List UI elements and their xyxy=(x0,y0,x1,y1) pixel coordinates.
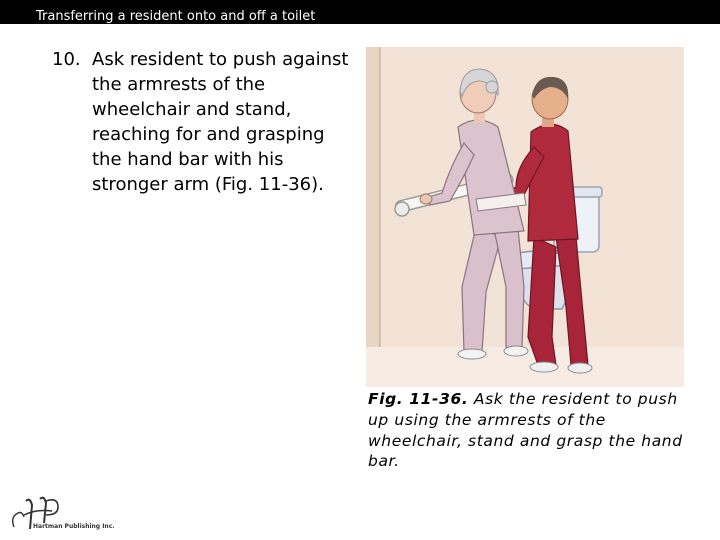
figure-caption-label: Fig. 11-36. xyxy=(368,390,469,408)
step-number: 10. xyxy=(52,49,81,70)
figure-illustration xyxy=(366,47,684,387)
slide-title: Transferring a resident onto and off a toilet xyxy=(36,9,316,24)
publisher-name: Hartman Publishing Inc. xyxy=(33,523,115,530)
wall xyxy=(366,47,684,387)
figure-caption-text: Ask the resident to push up using the armrests of the wheelchair, stand and grasp the hand bar. xyxy=(368,390,683,471)
figure-caption xyxy=(368,389,698,472)
step-instruction xyxy=(52,47,352,197)
title-bar xyxy=(0,0,720,24)
step-text: Ask resident to push against the armrests of the wheelchair and stand, reaching for and grasping the hand bar with his stronger arm (Fig. 11-36). xyxy=(92,49,349,195)
illustration-svg xyxy=(366,47,684,387)
wall-corner xyxy=(366,47,380,387)
